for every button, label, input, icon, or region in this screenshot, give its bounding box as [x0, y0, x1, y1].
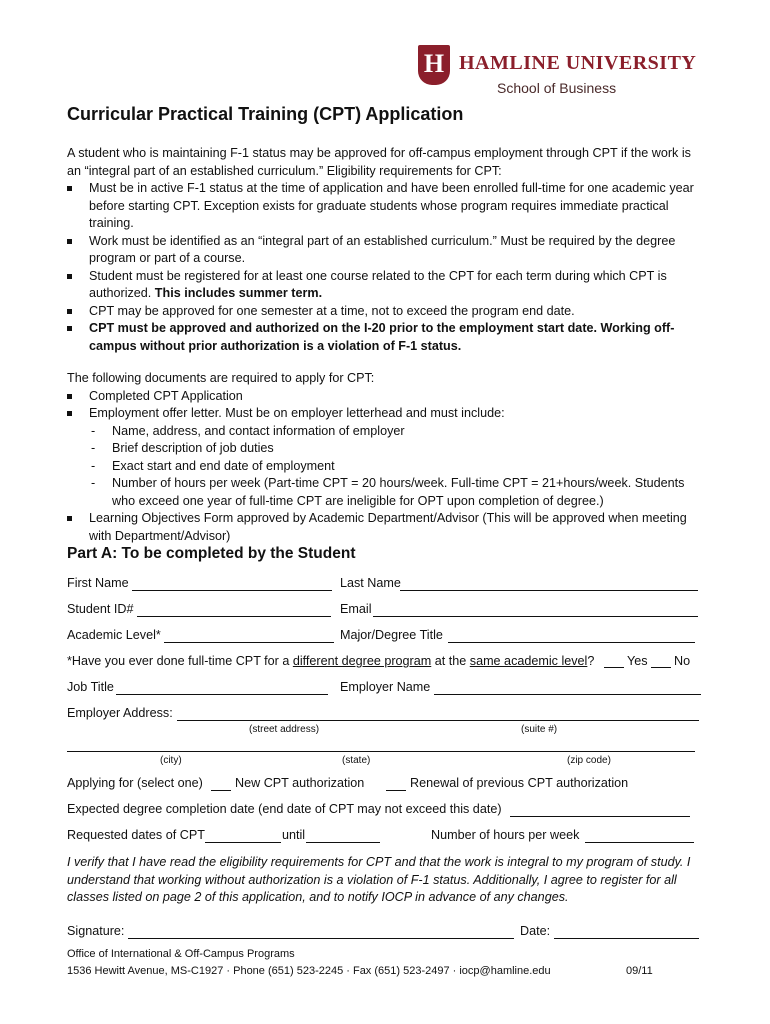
academic-level-label: Academic Level* — [67, 628, 161, 642]
eligibility-item: Must be in active F-1 status at the time of application and have been enrolled full-time for one academic year before starting CPT. Exception exists for graduate students whose program requires immediate practical training. — [43, 180, 707, 233]
no-blank[interactable] — [651, 667, 671, 668]
renewal-blank[interactable] — [386, 790, 406, 791]
employer-name-field[interactable] — [434, 694, 701, 695]
applying-label: Applying for (select one) — [67, 776, 203, 790]
date-field[interactable] — [554, 938, 699, 939]
first-name-field[interactable] — [132, 590, 332, 591]
yes-label: Yes — [627, 654, 648, 668]
major-field[interactable] — [448, 642, 695, 643]
cpt-question: *Have you ever done full-time CPT for a different degree program at the same academic level? — [67, 654, 595, 668]
school-name: School of Business — [497, 80, 617, 96]
university-name: HAMLINE UNIVERSITY — [459, 52, 697, 74]
major-label: Major/Degree Title — [340, 628, 443, 642]
eligibility-item: Student must be registered for at least one course related to the CPT for each term during which CPT is authorized. This includes summer term. — [43, 268, 707, 303]
yes-blank[interactable] — [604, 667, 624, 668]
job-title-label: Job Title — [67, 680, 114, 694]
date-label: Date: — [520, 924, 551, 938]
new-cpt-blank[interactable] — [211, 790, 231, 791]
employer-address-city-field[interactable] — [67, 751, 695, 752]
page-title: Curricular Practical Training (CPT) Application — [67, 104, 464, 124]
new-cpt-label: New CPT authorization — [235, 776, 365, 790]
no-label: No — [674, 654, 691, 668]
intro-text: A student who is maintaining F-1 status may be approved for off-campus employment through CPT if the work is an “integral part of an established curriculum.” Eligibility requirements for CPT: — [67, 146, 691, 178]
student-id-label: Student ID# — [67, 602, 134, 616]
first-name-label: First Name — [67, 576, 129, 590]
document-subitem: - Number of hours per week (Part-time CPT = 20 hours/week. Full-time CPT = 21+hours/week. Students who exceed one year of full-time CPT are ineligible for OPT upon completion of degree.) — [43, 475, 707, 510]
employer-name-label: Employer Name — [340, 680, 431, 694]
documents-text: The following documents are required to apply for CPT: — [67, 371, 375, 385]
state-caption: (state) — [342, 755, 371, 766]
document-subitem: - Brief description of job duties — [43, 440, 707, 458]
form-version: 09/11 — [626, 965, 653, 977]
intro-section — [67, 145, 707, 355]
student-id-field[interactable] — [137, 616, 331, 617]
job-title-field[interactable] — [116, 694, 328, 695]
street-caption: (street address) — [249, 724, 320, 735]
document-item: Employment offer letter. Must be on employer letterhead and must include: — [43, 405, 707, 423]
hours-label: Number of hours per week — [431, 828, 580, 842]
renewal-label: Renewal of previous CPT authorization — [410, 776, 629, 790]
suite-caption: (suite #) — [521, 724, 558, 735]
employer-address-label: Employer Address: — [67, 706, 173, 720]
email-field[interactable] — [373, 616, 698, 617]
university-logo-shield: H — [418, 45, 450, 85]
academic-level-field[interactable] — [164, 642, 334, 643]
eligibility-item: CPT must be approved and authorized on the I-20 prior to the employment start date. Working off-campus without prior authorization is a violation of F-1 status. — [43, 320, 707, 355]
office-name: Office of International & Off-Campus Programs — [67, 948, 295, 960]
city-caption: (city) — [160, 755, 182, 766]
office-contact: 1536 Hewitt Avenue, MS-C1927 · Phone (651) 523-2245 · Fax (651) 523-2497 · iocp@hamline.edu — [67, 965, 551, 977]
until-label: until — [282, 828, 306, 842]
requested-dates-label: Requested dates of CPT — [67, 828, 205, 842]
signature-field[interactable] — [128, 938, 514, 939]
end-date-field[interactable] — [306, 842, 380, 843]
signature-label: Signature: — [67, 924, 125, 938]
expected-completion-field[interactable] — [510, 816, 690, 817]
document-item: Completed CPT Application — [43, 388, 707, 406]
last-name-label: Last Name — [340, 576, 401, 590]
documents-section — [67, 370, 707, 545]
document-subitem: - Name, address, and contact information of employer — [43, 423, 707, 441]
employer-address-street-field[interactable] — [177, 720, 699, 721]
verification-statement: I verify that I have read the eligibility requirements for CPT and that the work is integral to my program of study. I understand that working without authorization is a violation of F-1 status. Additionally, I agree to register for all classes listed on page 2 of this application, and to notify IOCP in advance of any changes. — [67, 855, 691, 904]
expected-completion-label: Expected degree completion date (end date of CPT may not exceed this date) — [67, 802, 502, 816]
eligibility-item: Work must be identified as an “integral part of an established curriculum.” Must be required by the degree program or part of a course. — [43, 233, 707, 268]
start-date-field[interactable] — [205, 842, 281, 843]
zip-caption: (zip code) — [567, 755, 611, 766]
hours-field[interactable] — [585, 842, 694, 843]
last-name-field[interactable] — [400, 590, 698, 591]
email-label: Email — [340, 602, 372, 616]
document-item: Learning Objectives Form approved by Academic Department/Advisor (This will be approved when meeting with Department/Advisor) — [43, 510, 707, 545]
part-a-heading: Part A: To be completed by the Student — [67, 545, 356, 562]
eligibility-item: CPT may be approved for one semester at a time, not to exceed the program end date. — [43, 303, 707, 321]
document-subitem: - Exact start and end date of employment — [43, 458, 707, 476]
